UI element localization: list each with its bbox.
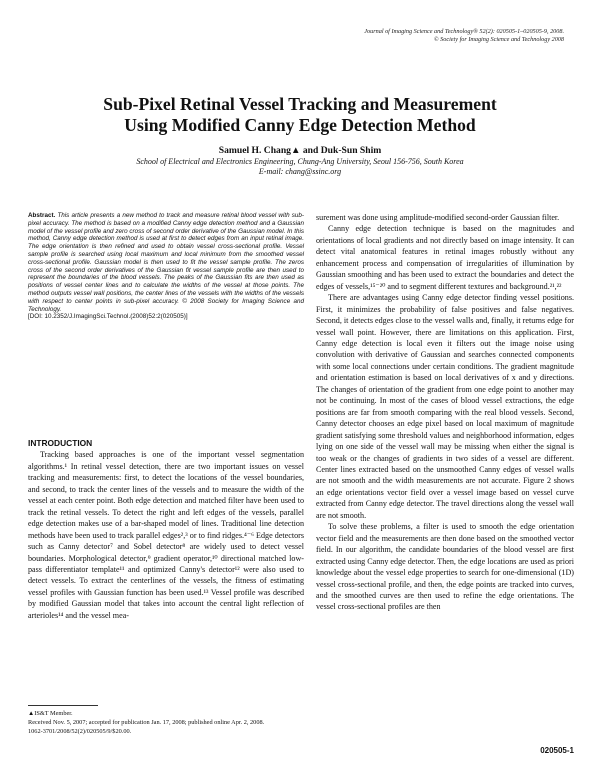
footnote-issn: 1062-3701/2008/52(2)/020505/9/$20.00. <box>28 728 132 736</box>
section-heading-introduction: INTRODUCTION <box>28 438 93 448</box>
right-paragraph-0: surement was done using amplitude-modified second-order Gaussian filter. <box>316 213 560 222</box>
right-paragraph-1: Canny edge detection technique is based on the magnitudes and orientations of local gradients and not directly based on image intensity. It can detect vital anatomical features in retinal images robustly without any enhancement process and compensation of irregularities of illumination by Gaussian smoothing and has been used to extract the boundaries and detect the edges of vessels,¹⁵⁻²⁰ and to segment different textures and background.²¹,²² <box>316 224 574 291</box>
title-line-1: Sub-Pixel Retinal Vessel Tracking and Measurement <box>103 94 497 114</box>
title-line-2: Using Modified Canny Edge Detection Method <box>124 115 476 135</box>
left-column <box>28 438 304 621</box>
abstract <box>28 212 304 321</box>
affiliation <box>30 157 570 177</box>
footnotes <box>28 710 304 738</box>
page-number: 020505-1 <box>540 746 574 755</box>
footnote-divider <box>28 705 98 706</box>
affiliation-address: School of Electrical and Electronics Engineering, Chung-Ang University, Seoul 156-756, South Korea <box>136 157 464 166</box>
paper-title <box>30 94 570 136</box>
authors: Samuel H. Chang▲ and Duk-Sun Shim <box>218 145 382 156</box>
footnote-member: ▲IS&T Member. <box>28 710 73 717</box>
journal-header <box>234 28 564 44</box>
copyright-line: © Society for Imaging Science and Technology 2008 <box>433 36 564 43</box>
abstract-text: This article presents a new method to track and measure retinal blood vessel with sub-pixel accuracy. The method is based on a modified Canny edge detection method and a Gaussian model of the vessel profile and zero cross of second order derivative of the Gaussian model. In this method, Canny edge detection method is used at first to detect edges from an input retinal image. The edge orientation is then refined and used to obtain vessel cross-sectional profile. Vessel sample profile is searched using local maximum and local minimum from the smoothed vessel cross-sectional profile. Gaussian model is then used to fit the vessel sample profile. The zeros cross of the second order derivatives of the Gaussian fit vessel sample profile are then used to represent the boundaries of the blood vessels. The peaks of the Gaussian fits are then used as positions of vessel center lines and to calculate the widths of the vessel at those points. The method outputs vessel wall positions, the center lines of the vessels with the widths of the vessels with respect to center points in sub-pixel accuracy. © 2008 Society for Imaging Science and Technology. <box>28 212 304 313</box>
right-paragraph-3: To solve these problems, a filter is used to smooth the edge orientation vector field and the measurements are then done based on the smoothed vector field. In our algorithm, the candidate boundaries of the blood vessel are first extracted using Canny edge detector. Then, the edge locations are used as priori knowledge about the vessel edge properties to search for one-dimensional (1D) vessel cross-sectional profile, and then, the edge points are tracked into curves, and the smoothed curves are then used to refine the edge orientations. The vessel cross-sectional profiles are then <box>316 522 574 612</box>
author-email: E-mail: chang@ssinc.org <box>258 167 342 176</box>
doi: [DOI: 10.2352/J.ImagingSci.Technol.(2008)52:2(020505)] <box>28 313 188 321</box>
right-column <box>316 212 574 613</box>
right-paragraph-2: There are advantages using Canny edge detector finding vessel positions. First, it minimizes the probability of false positives and false negatives. Second, it detects edges close to the vessel walls and, finally, it returns edge for vessel wall point. However, there are limitations on this application. First, Canny edge detection is local even it filters out the image noise using convolution with derivative of Gaussian and searches connected components with some local connections under certain conditions. The gradient magnitude and orientation estimation is based on local derivatives of x and y directions. The changes of orientation of the gradient from one edge point to another may not be continuing. In most of the cases of blood vessel extractions, the edge positions are far from smooth comparing with the real blood vessels. Second, Canny detector chooses an edge pixel based on local maximum of magnitude gradient satisfying some threshold values and neighborhood information, edges lying on one side of the vessel wall may be missing when either the signal is too weak or the changes of gradients in two sides of a vessel are different. Center lines extracted based on the unsmoothed Canny edges of vessel walls are not smooth and the width measurements are not accurate. Figure 2 shows an edge orientations vector field over a vessel image based on vessel curve extracted from Canny edge detector. The travel directions along the vessel wall are not smooth. <box>316 293 574 520</box>
footnote-received: Received Nov. 5, 2007; accepted for publication Jan. 17, 2008; published online Apr. 2, 2008. <box>28 719 265 727</box>
abstract-label: Abstract. <box>28 212 56 219</box>
intro-paragraph-1: Tracking based approaches is one of the important vessel segmentation algorithms.¹ In retinal vessel detection, there are two important issues on vessel tracking and measurements: first, to detect the locations of the vessel boundaries, and second, to track the center lines of the vessels and to measure the width of the vessel at each center point. Both edge detection and matched filter have been used to track the retinal vessels. To detect the right and left edges of the vessels, parallel edge detection makes use of a bar-shaped model of lines. Traditional line detection methods have been used to track parallel edges²,³ or to find ridges.⁴⁻⁶ Edge detectors such as Canny detector⁷ and Sobel detector⁸ are widely used to detect vessel boundaries. Morphological detector,⁹ gradient operator,¹⁰ directional matched low-pass differentiator template¹¹ and optimized Canny's detector¹² were also used to detect vessels. To extract the centerlines of the vessels, the fitness of estimating vessel profiles with Gaussian function has been used.¹³ Vessel profile was described by modified Gaussian model that takes into account the central light reflection of arterioles¹⁴ and the vessel mea- <box>28 450 304 620</box>
journal-citation: Journal of Imaging Science and Technology® 52(2): 020505-1–020505-9, 2008. <box>364 28 564 35</box>
